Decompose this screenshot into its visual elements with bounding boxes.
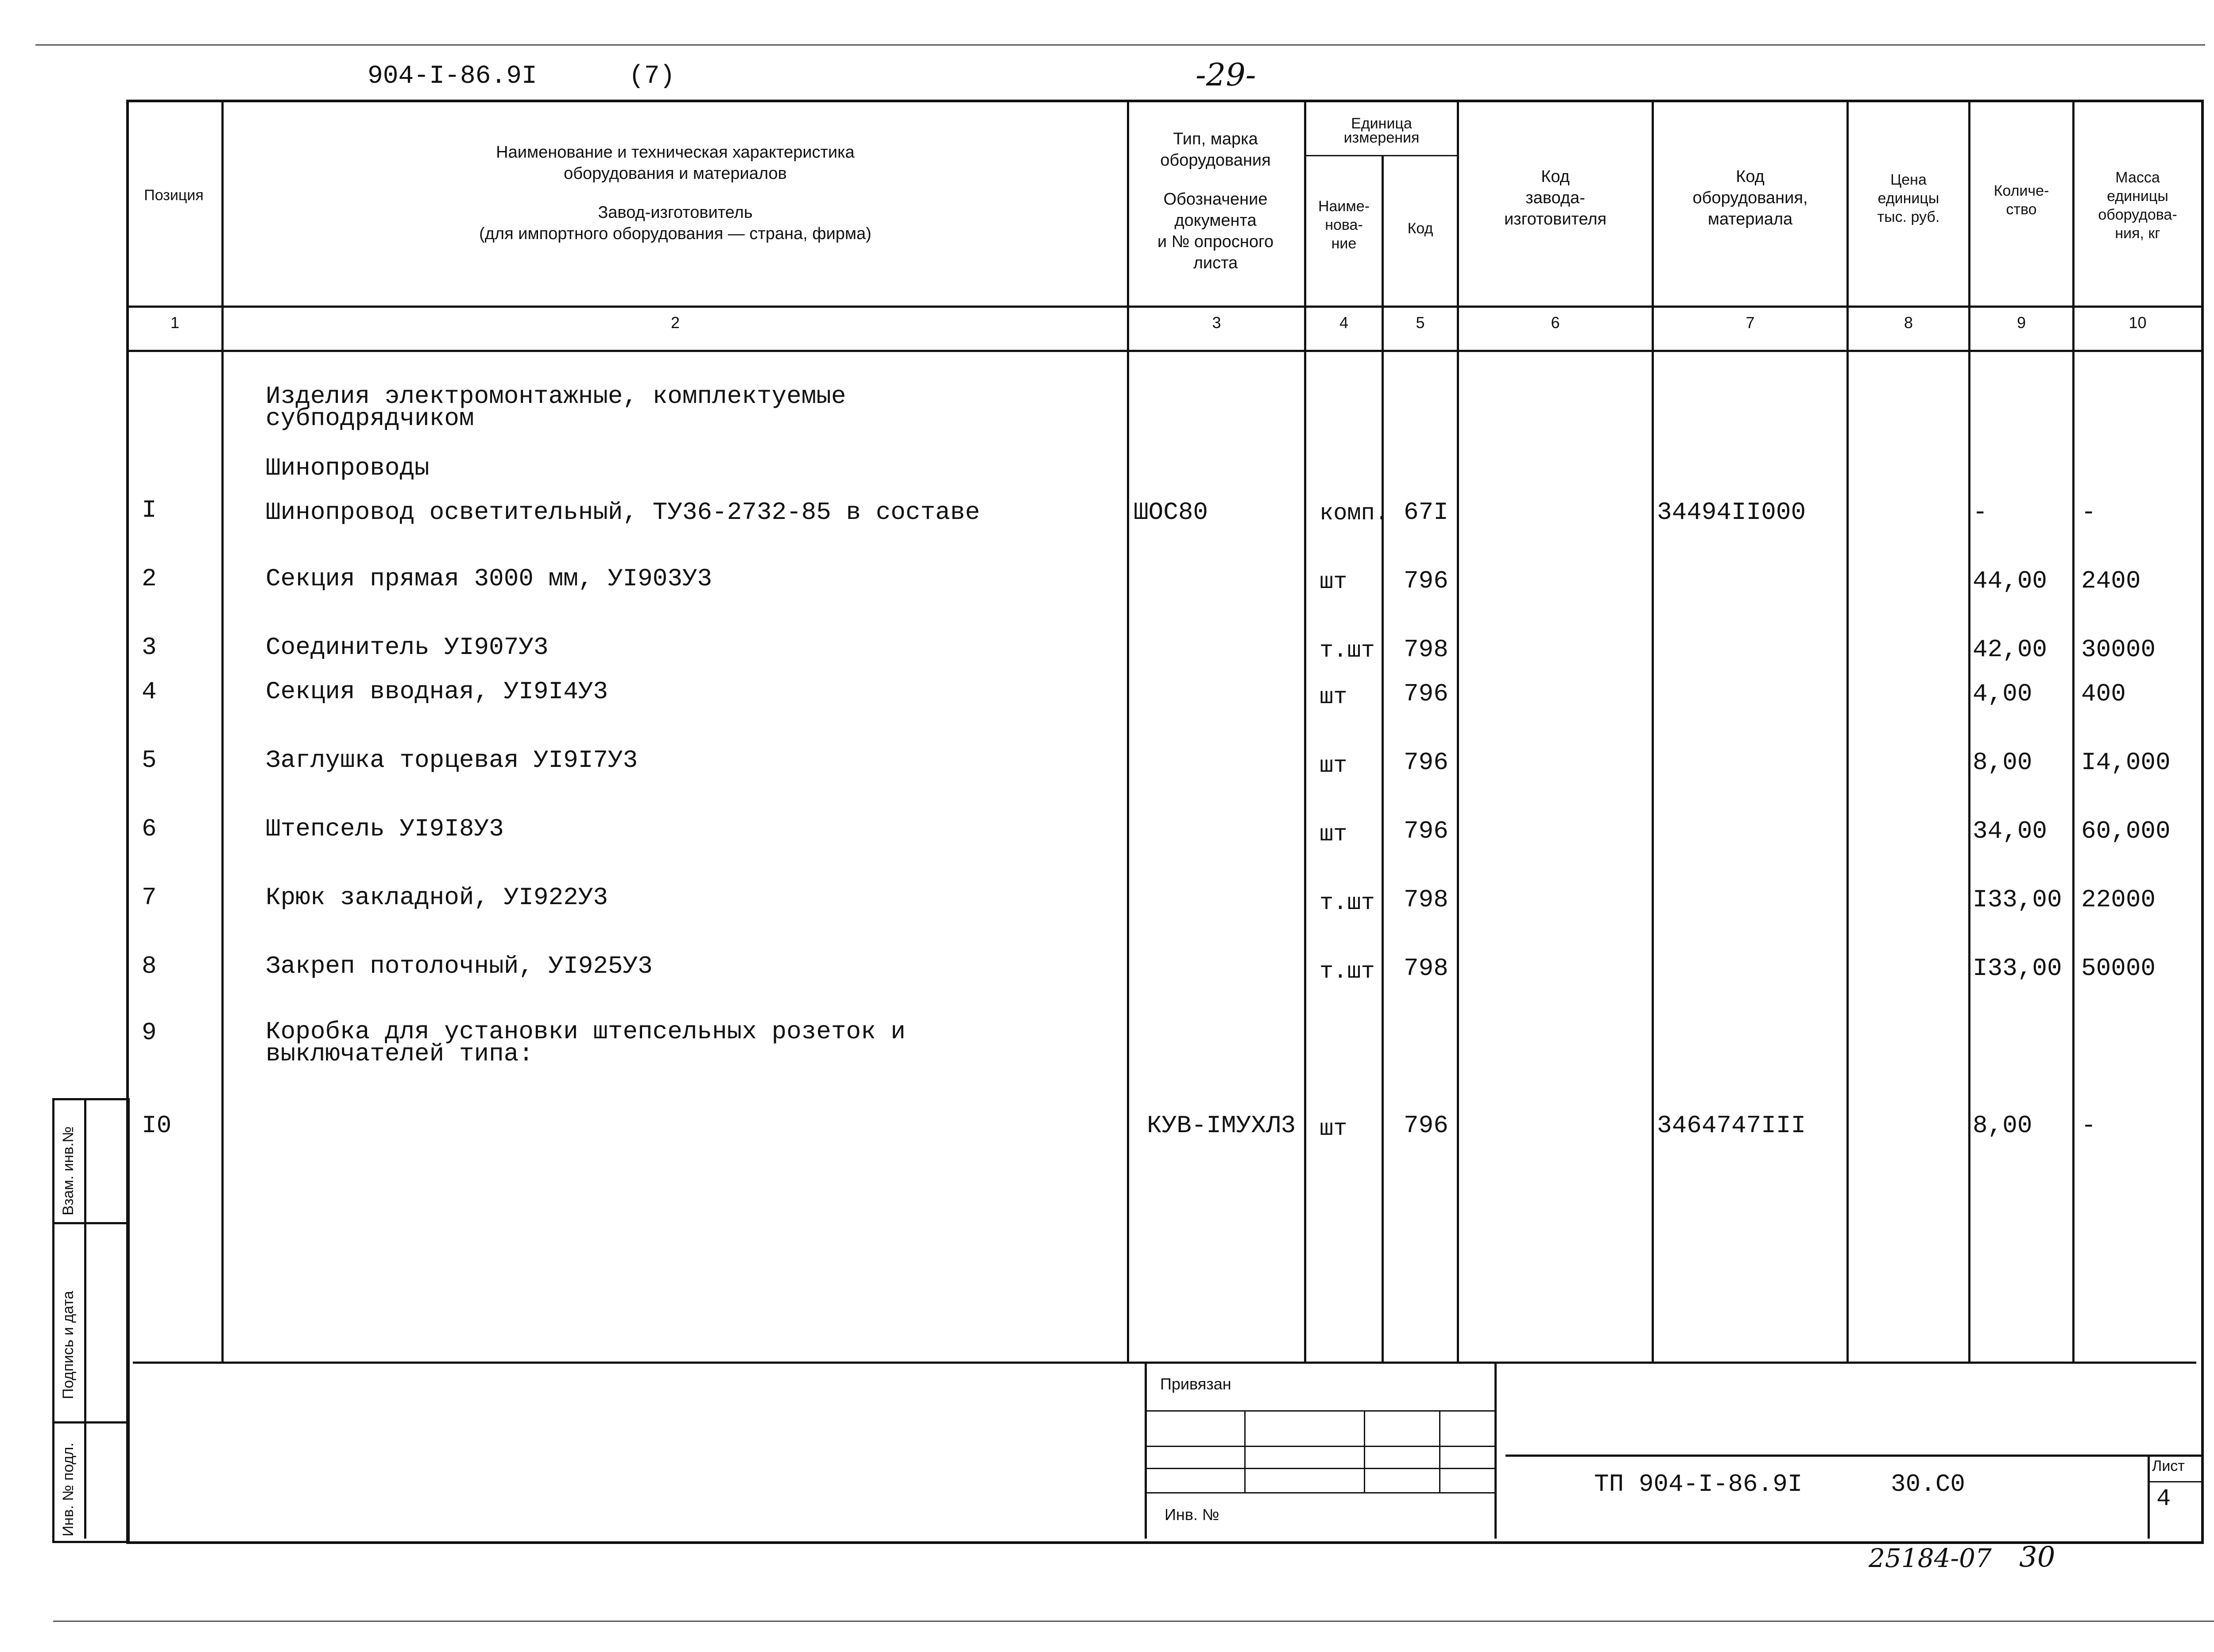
- row-2-unit: шт: [1320, 569, 1347, 595]
- row-7-mass: 22000: [2081, 886, 2156, 914]
- col-name-header: Наименование и техническая характеристика оборудования и материалов Завод-изготовитель (для импортного оборудования — страна, фирма): [479, 143, 871, 243]
- row-1-qty: -: [1973, 498, 1988, 526]
- colnum-bottom-line: [126, 350, 2203, 352]
- row-5-unit: шт: [1320, 753, 1347, 779]
- row-5-mass: I4,000: [2081, 748, 2171, 777]
- col-line-9: [2072, 100, 2075, 1362]
- stamp-row-4: [1147, 1492, 1494, 1493]
- archive-number: 25184-07: [1869, 1543, 1992, 1573]
- row-9-name: Коробка для установки штепсельных розеток и выключателей типа:: [266, 1018, 906, 1068]
- stamp-row-3: [1147, 1468, 1494, 1469]
- row-5-name: Заглушка торцевая УI9I7У3: [266, 746, 638, 774]
- col-type-header: Тип, марка оборудования Обозначение документа и № опросного листа: [1157, 130, 1274, 272]
- row-1-equip-code: 34494II000: [1657, 498, 1806, 526]
- row-1-type: ШОС80: [1134, 498, 1208, 526]
- side-inv-orig: Инв. № подл.: [60, 1443, 77, 1536]
- row-6-name: Штепсель УI9I8У3: [266, 815, 504, 843]
- row-10-unit: шт: [1320, 1116, 1347, 1142]
- stamp-left-line: [1145, 1364, 1147, 1539]
- col-qty-header: Количе- ство: [1993, 182, 2049, 218]
- album-number: (7): [629, 62, 675, 91]
- sheet-label: Лист: [2152, 1458, 2185, 1474]
- row-8-unit: т.шт: [1320, 959, 1375, 985]
- row-6-unit: шт: [1320, 821, 1347, 847]
- row-2-code: 796: [1404, 567, 1448, 595]
- archive-page: 30: [2019, 1541, 2055, 1574]
- row-7-pos: 7: [142, 883, 157, 912]
- row-3-pos: 3: [142, 633, 157, 662]
- col-line-3: [1304, 100, 1306, 1362]
- col-line-5: [1457, 100, 1459, 1362]
- row-6-mass: 60,000: [2081, 817, 2171, 845]
- row-4-code: 796: [1404, 680, 1448, 708]
- row-2-name: Секция прямая 3000 мм, УI903У3: [266, 565, 712, 593]
- doc-part: 30.С0: [1891, 1470, 1966, 1498]
- colnum-6: 6: [1551, 313, 1560, 332]
- attached-label: Привязан: [1160, 1375, 1231, 1393]
- colnum-9: 9: [2017, 313, 2026, 332]
- stamp-row-2: [1147, 1446, 1494, 1447]
- row-1-mass: -: [2081, 498, 2096, 526]
- header-bottom-line: [126, 306, 2203, 308]
- row-5-pos: 5: [142, 746, 157, 774]
- row-10-code: 796: [1404, 1111, 1448, 1140]
- col-line-4: [1382, 155, 1384, 1362]
- scan-edge-top: [35, 44, 2205, 46]
- row-6-pos: 6: [142, 815, 157, 843]
- colnum-2: 2: [670, 313, 680, 332]
- page-number: -29-: [1196, 57, 1256, 93]
- colnum-4: 4: [1339, 313, 1349, 332]
- colnum-8: 8: [1904, 313, 1913, 332]
- col-line-7: [1846, 100, 1849, 1362]
- row-10-pos: I0: [142, 1111, 172, 1140]
- colnum-10: 10: [2129, 313, 2147, 332]
- row-7-unit: т.шт: [1320, 890, 1375, 916]
- colnum-3: 3: [1212, 313, 1221, 332]
- row-4-unit: шт: [1320, 684, 1347, 710]
- row-3-qty: 42,00: [1973, 635, 2048, 664]
- col-unit-group-header: Единица измерения: [1343, 115, 1420, 146]
- doc-designation: ТП 904-I-86.9I: [1594, 1470, 1803, 1498]
- row-10-type: КУВ-IМУХЛ3: [1147, 1111, 1296, 1140]
- col-line-8: [1968, 100, 1970, 1362]
- side-stamp-divider: [84, 1098, 86, 1539]
- col-unit-name-header: Наиме- нова- ние: [1318, 198, 1370, 252]
- row-10-equip-code: 3464747III: [1657, 1111, 1806, 1140]
- row-6-qty: 34,00: [1973, 817, 2048, 845]
- sheet-number: 4: [2156, 1486, 2171, 1513]
- colnum-5: 5: [1416, 313, 1425, 332]
- row-1-unit: комп.: [1320, 500, 1389, 526]
- col-position-header: Позиция: [144, 187, 204, 204]
- row-7-qty: I33,00: [1973, 886, 2062, 914]
- row-9-pos: 9: [142, 1018, 157, 1047]
- row-7-code: 798: [1404, 886, 1448, 914]
- col-price-header: Цена единицы тыс. руб.: [1877, 171, 1940, 225]
- side-stamp-row-2: [53, 1421, 126, 1424]
- row-3-mass: 30000: [2081, 635, 2156, 664]
- row-5-qty: 8,00: [1973, 748, 2032, 777]
- side-sign-date: Подпись и дата: [60, 1291, 77, 1399]
- body-bottom-line: [133, 1362, 2196, 1364]
- row-2-pos: 2: [142, 565, 157, 593]
- row-8-code: 798: [1404, 954, 1448, 983]
- stamp-col-1: [1244, 1410, 1246, 1492]
- row-8-qty: I33,00: [1973, 954, 2062, 983]
- stamp-right-line: [1494, 1364, 1497, 1539]
- sheet-box-line: [2148, 1455, 2150, 1539]
- row-1-code: 67I: [1404, 498, 1448, 526]
- col-equip-code-header: Код оборудования, материала: [1692, 167, 1808, 228]
- row-4-mass: 400: [2081, 680, 2126, 708]
- row-2-mass: 2400: [2081, 567, 2141, 595]
- row-5-code: 796: [1404, 748, 1448, 777]
- section-subtitle: Шинопроводы: [266, 454, 430, 482]
- designation-top-line: [1506, 1455, 2203, 1457]
- colnum-1: 1: [170, 313, 180, 332]
- col-mass-header: Масса единицы оборудова- ния, кг: [2098, 169, 2177, 242]
- stamp-inv-label: Инв. №: [1165, 1505, 1219, 1524]
- side-inv-no: Взам. инв.№: [60, 1126, 77, 1215]
- row-2-qty: 44,00: [1973, 567, 2048, 595]
- row-10-mass: -: [2081, 1111, 2096, 1140]
- col-line-2: [1127, 100, 1129, 1362]
- row-8-mass: 50000: [2081, 954, 2156, 983]
- stamp-col-2: [1364, 1410, 1365, 1492]
- scan-edge-bottom: [53, 1621, 2214, 1622]
- row-4-qty: 4,00: [1973, 680, 2032, 708]
- row-3-name: Соединитель УI907У3: [266, 633, 549, 662]
- col-line-1: [221, 100, 224, 1362]
- row-4-name: Секция вводная, УI9I4У3: [266, 677, 608, 706]
- col-unit-code-header: Код: [1407, 220, 1433, 237]
- doc-code: 904-I-86.9I: [368, 62, 537, 91]
- row-7-name: Крюк закладной, УI922У3: [266, 883, 608, 912]
- col-factory-code-header: Код завода- изготовителя: [1504, 167, 1607, 228]
- row-10-qty: 8,00: [1973, 1111, 2032, 1140]
- section-title: Изделия электромонтажные, комплектуемые субподрядчиком: [266, 382, 846, 433]
- row-8-pos: 8: [142, 952, 157, 980]
- row-4-pos: 4: [142, 677, 157, 706]
- row-8-name: Закреп потолочный, УI925У3: [266, 952, 653, 980]
- sheet-box-divider: [2148, 1481, 2203, 1482]
- row-1-name: Шинопровод осветительный, ТУ36-2732-85 в составе: [266, 498, 980, 526]
- row-6-code: 796: [1404, 817, 1448, 845]
- side-stamp-row-1: [53, 1222, 126, 1224]
- col-line-6: [1652, 100, 1654, 1362]
- row-3-code: 798: [1404, 635, 1448, 664]
- stamp-row-1: [1147, 1410, 1494, 1412]
- row-3-unit: т.шт: [1320, 638, 1375, 664]
- colnum-7: 7: [1746, 313, 1755, 332]
- row-1-pos: I: [142, 496, 157, 524]
- stamp-col-3: [1439, 1410, 1440, 1492]
